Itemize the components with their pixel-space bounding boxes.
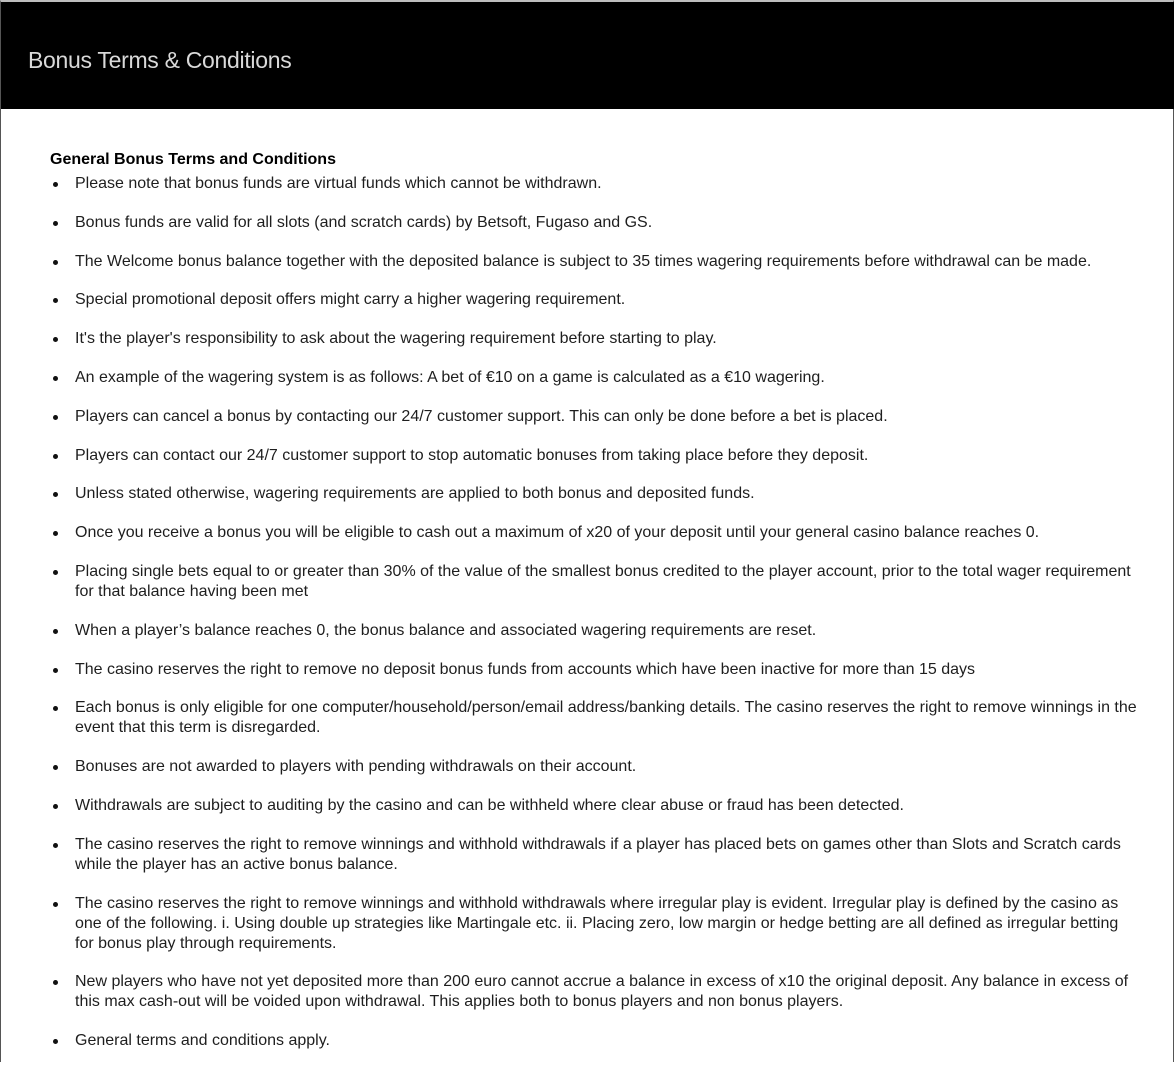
list-item: The casino reserves the right to remove winnings and withhold withdrawals where irregular play is evident. Irregular play is defined by the casino as one of the following. i. Using double up strategies like Martingale etc. ii. Placing zero, low margin or hedge betting are all defined as irregular betting for bonus play through requirements. xyxy=(50,894,1140,954)
list-item: Placing single bets equal to or greater than 30% of the value of the smallest bonus credited to the player account, prior to the total wager requirement for that balance having been met xyxy=(50,562,1140,602)
list-item: Bonus funds are valid for all slots (and scratch cards) by Betsoft, Fugaso and GS. xyxy=(50,213,1140,233)
list-item: New players who have not yet deposited more than 200 euro cannot accrue a balance in excess of x10 the original deposit. Any balance in excess of this max cash-out will be voided upon withdrawal. This applies both to bonus players and non bonus players. xyxy=(50,972,1140,1012)
list-item: It's the player's responsibility to ask about the wagering requirement before starting to play. xyxy=(50,329,1140,349)
list-item: General terms and conditions apply. xyxy=(50,1031,1140,1051)
list-item: Please note that bonus funds are virtual funds which cannot be withdrawn. xyxy=(50,174,1140,194)
list-item: Special promotional deposit offers might carry a higher wagering requirement. xyxy=(50,290,1140,310)
list-item: The casino reserves the right to remove winnings and withhold withdrawals if a player has placed bets on games other than Slots and Scratch cards while the player has an active bonus balance. xyxy=(50,835,1140,875)
list-item: Withdrawals are subject to auditing by the casino and can be withheld where clear abuse or fraud has been detected. xyxy=(50,796,1140,816)
list-item: Unless stated otherwise, wagering requirements are applied to both bonus and deposited funds. xyxy=(50,484,1140,504)
terms-content xyxy=(50,150,1140,1070)
list-item: Players can contact our 24/7 customer support to stop automatic bonuses from taking place before they deposit. xyxy=(50,446,1140,466)
list-item: An example of the wagering system is as follows: A bet of €10 on a game is calculated as a €10 wagering. xyxy=(50,368,1140,388)
list-item: The Welcome bonus balance together with the deposited balance is subject to 35 times wagering requirements before withdrawal can be made. xyxy=(50,252,1140,272)
section-title: General Bonus Terms and Conditions xyxy=(50,151,336,168)
list-item: Once you receive a bonus you will be eligible to cash out a maximum of x20 of your deposit until your general casino balance reaches 0. xyxy=(50,523,1140,543)
terms-list xyxy=(50,174,1140,1051)
list-item: Bonuses are not awarded to players with pending withdrawals on their account. xyxy=(50,757,1140,777)
list-item: Players can cancel a bonus by contacting our 24/7 customer support. This can only be done before a bet is placed. xyxy=(50,407,1140,427)
list-item: When a player’s balance reaches 0, the bonus balance and associated wagering requirements are reset. xyxy=(50,621,1140,641)
page-title: Bonus Terms & Conditions xyxy=(28,47,292,73)
list-item: The casino reserves the right to remove no deposit bonus funds from accounts which have been inactive for more than 15 days xyxy=(50,660,1140,680)
list-item: Each bonus is only eligible for one computer/household/person/email address/banking details. The casino reserves the right to remove winnings in the event that this term is disregarded. xyxy=(50,698,1140,738)
header-bar xyxy=(1,2,1174,109)
